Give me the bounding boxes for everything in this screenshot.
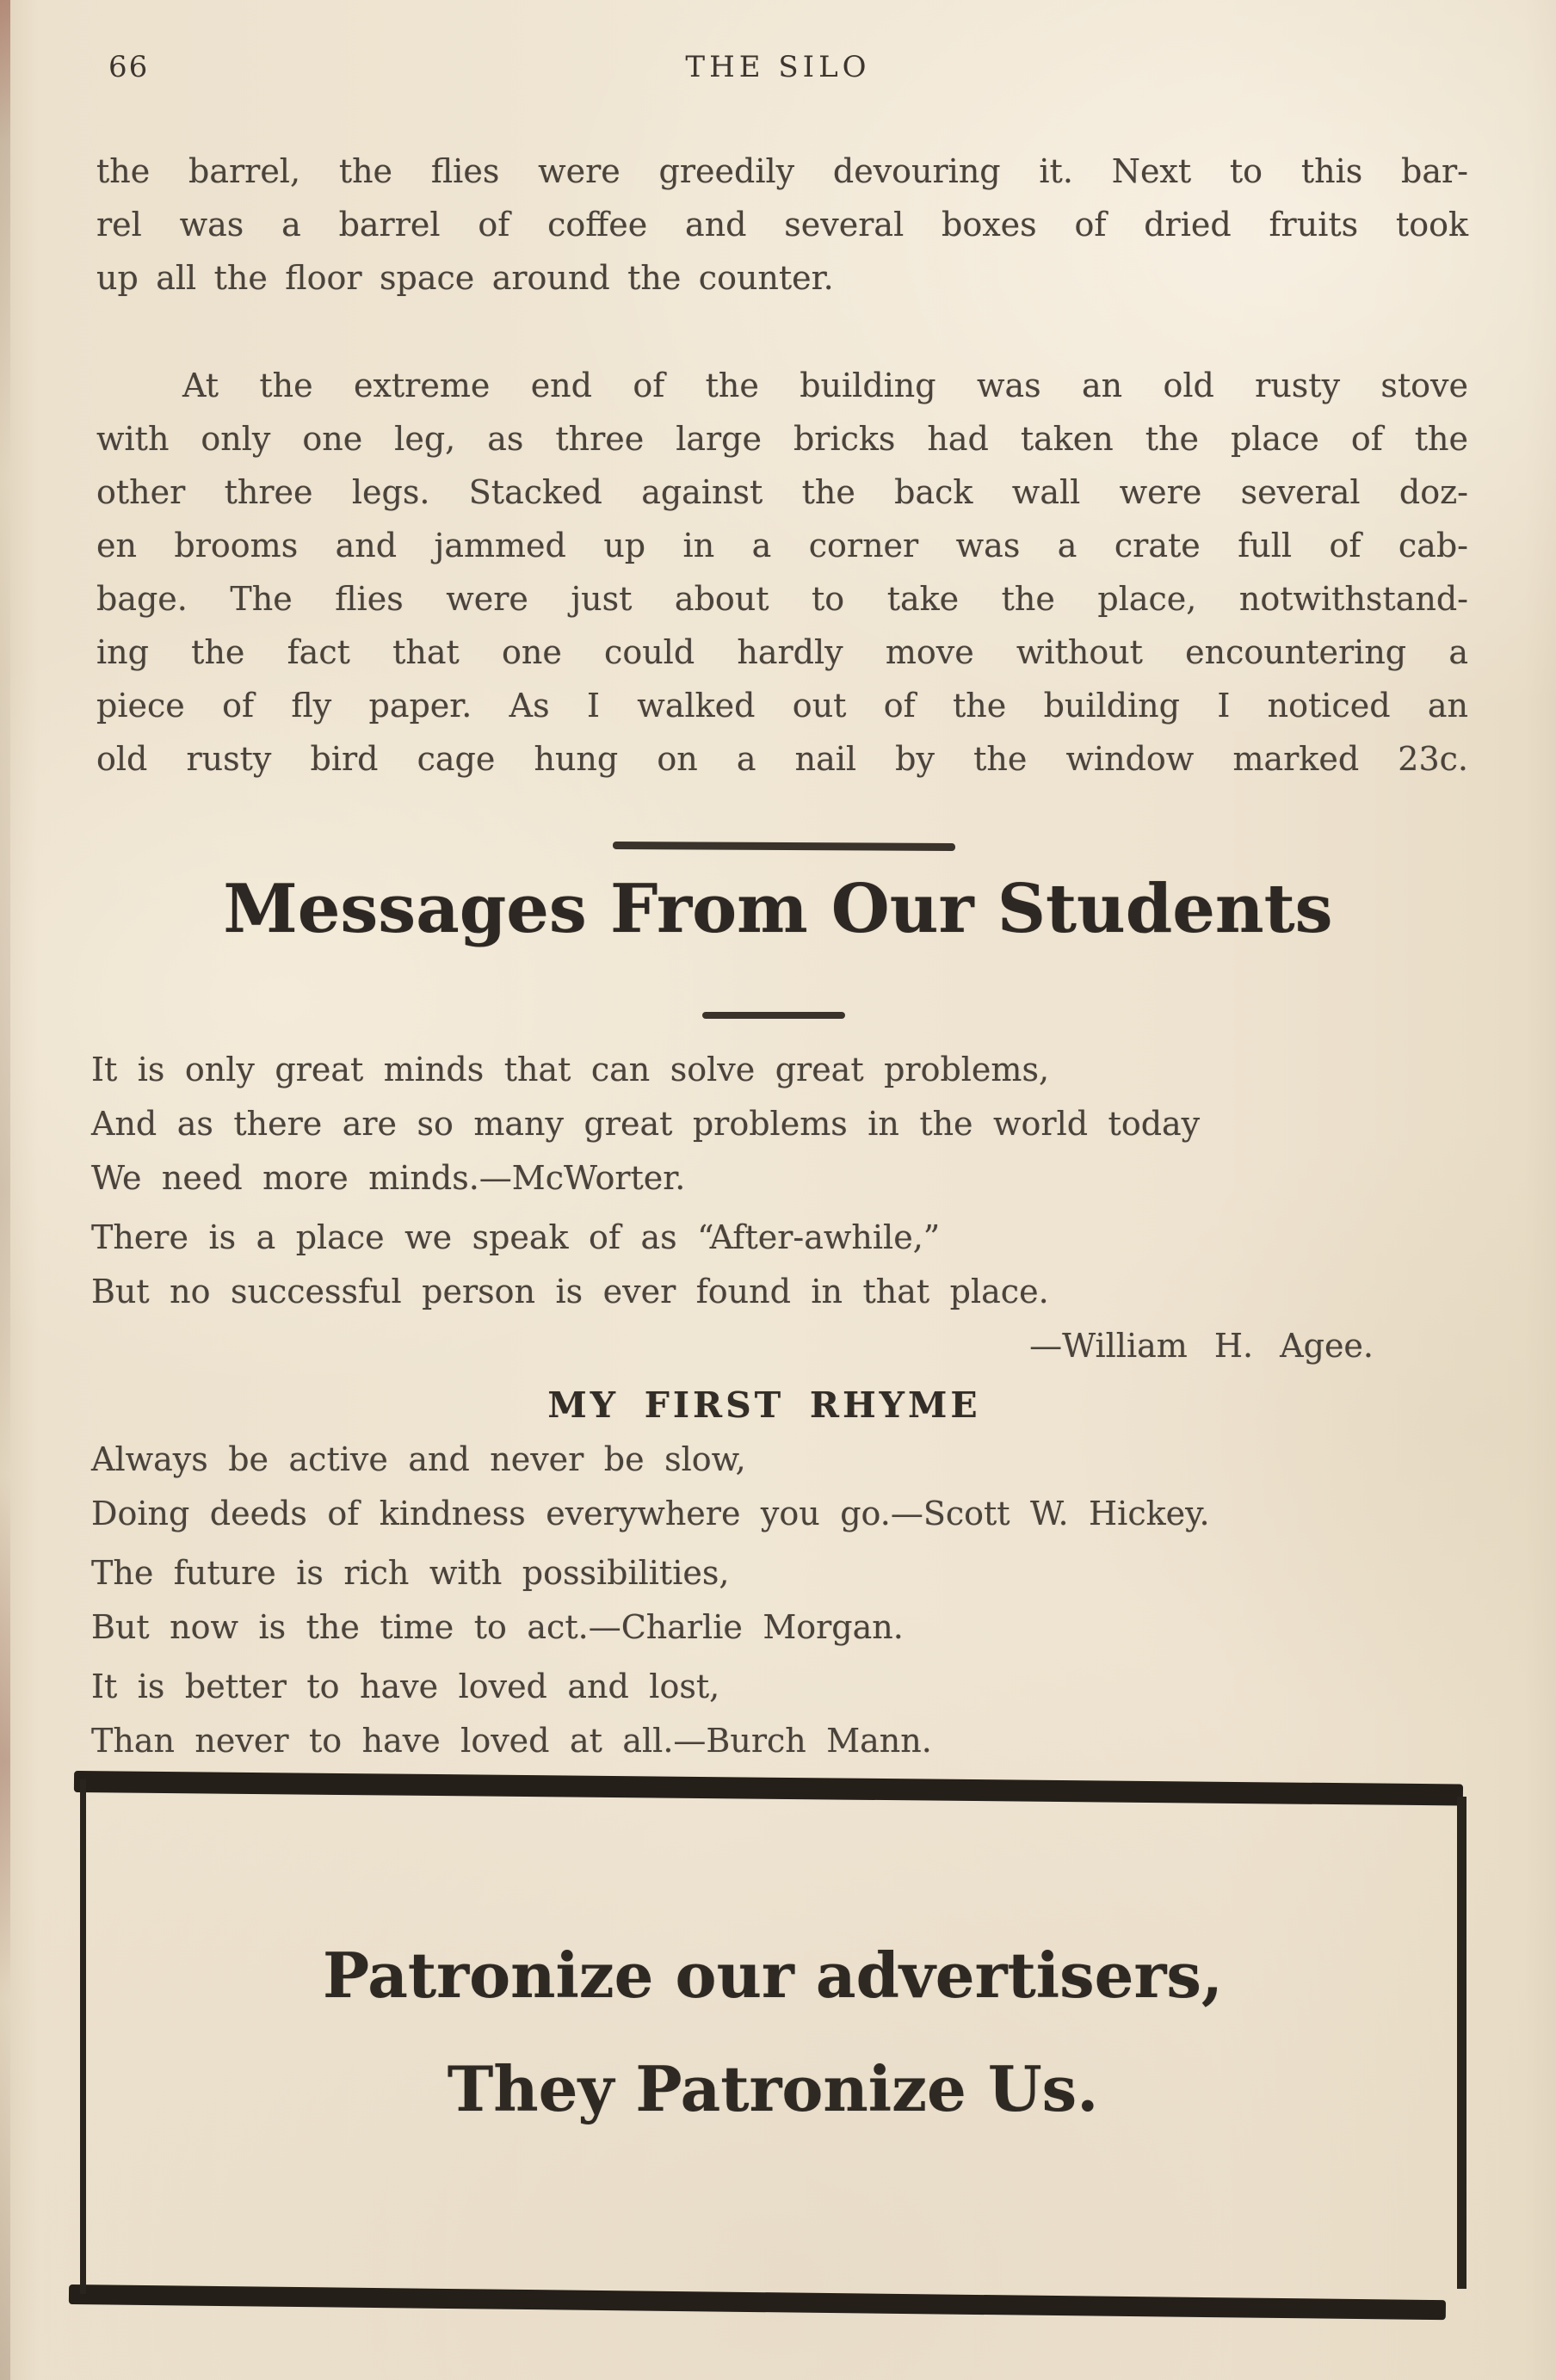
quote-hickey-line-1: Always be active and never be slow,: [91, 1440, 746, 1478]
quote-hickey: [91, 1433, 1468, 1541]
quote-mann-line-1: It is better to have loved and lost,: [91, 1668, 720, 1705]
story-paragraph-1: [96, 145, 1468, 305]
advert-box: [76, 1766, 1470, 2318]
running-head: [0, 48, 1556, 86]
story-p1-line-2: rel was a barrel of coffee and several boxes of dried fruits took: [96, 206, 1468, 244]
advert-box-border-bottom: [69, 2284, 1446, 2320]
quote-morgan-line-1: The future is rich with possibilities,: [91, 1554, 730, 1592]
rhyme-title: MY FIRST RHYME: [547, 1384, 981, 1426]
running-title: THE SILO: [685, 50, 871, 84]
story-p2-line-3: other three legs. Stacked against the back wall were several doz-: [96, 473, 1468, 511]
story-p2-line-5: bage. The flies were just about to take the place, notwithstand-: [96, 580, 1468, 618]
advert-text: [76, 1919, 1470, 2146]
quote-mcworter-line-3: We need more minds.—McWorter.: [91, 1159, 686, 1197]
quote-mann-line-2: Than never to have loved at all.—Burch Mann.: [91, 1722, 932, 1760]
advert-box-border-top: [74, 1771, 1463, 1805]
advert-line-2: They Patronize Us.: [447, 2052, 1099, 2125]
story-p2-line-4: en brooms and jammed up in a corner was a crate full of cab-: [96, 527, 1468, 564]
quote-agee-attribution: —William H. Agee.: [1029, 1327, 1374, 1365]
story-p2-line-2: with only one leg, as three large bricks had taken the place of the: [96, 420, 1468, 458]
quote-morgan-line-2: But now is the time to act.—Charlie Morgan.: [91, 1608, 904, 1646]
story-p2-line-8: old rusty bird cage hung on a nail by the window marked 23c.: [96, 740, 1468, 778]
quote-mcworter-line-1: It is only great minds that can solve great problems,: [91, 1051, 1050, 1088]
section-title: Messages From Our Students: [223, 870, 1333, 948]
student-messages: [91, 1043, 1468, 1773]
section-divider-top: [613, 842, 955, 851]
page-number: 66: [108, 50, 150, 84]
scan-edge-artifact: [0, 0, 10, 2380]
quote-agee-line-2: But no successful person is ever found in that place.: [91, 1273, 1049, 1310]
section-divider-bottom: [702, 1012, 845, 1019]
story-p2-line-6: ing the fact that one could hardly move without encountering a: [96, 633, 1468, 671]
quote-agee-line-1: There is a place we speak of as “After-awhile,”: [91, 1218, 941, 1256]
story-p1-line-1: the barrel, the flies were greedily devouring it. Next to this bar-: [96, 152, 1468, 190]
advert-line-1: Patronize our advertisers,: [323, 1939, 1223, 2012]
quote-agee: [91, 1211, 1468, 1373]
story-p1-line-3: up all the floor space around the counter.: [96, 259, 834, 297]
story-p2-line-7: piece of fly paper. As I walked out of the building I noticed an: [96, 687, 1468, 724]
quote-morgan: [91, 1546, 1468, 1655]
story-p2-line-1: At the extreme end of the building was an old rusty stove: [182, 367, 1468, 404]
quote-mcworter-line-2: And as there are so many great problems in the world today: [91, 1105, 1201, 1143]
quote-hickey-line-2: Doing deeds of kindness everywhere you go.—Scott W. Hickey.: [91, 1495, 1210, 1532]
quote-mcworter: [91, 1043, 1468, 1205]
quote-mann: [91, 1660, 1468, 1768]
story-paragraph-2: [96, 359, 1468, 786]
